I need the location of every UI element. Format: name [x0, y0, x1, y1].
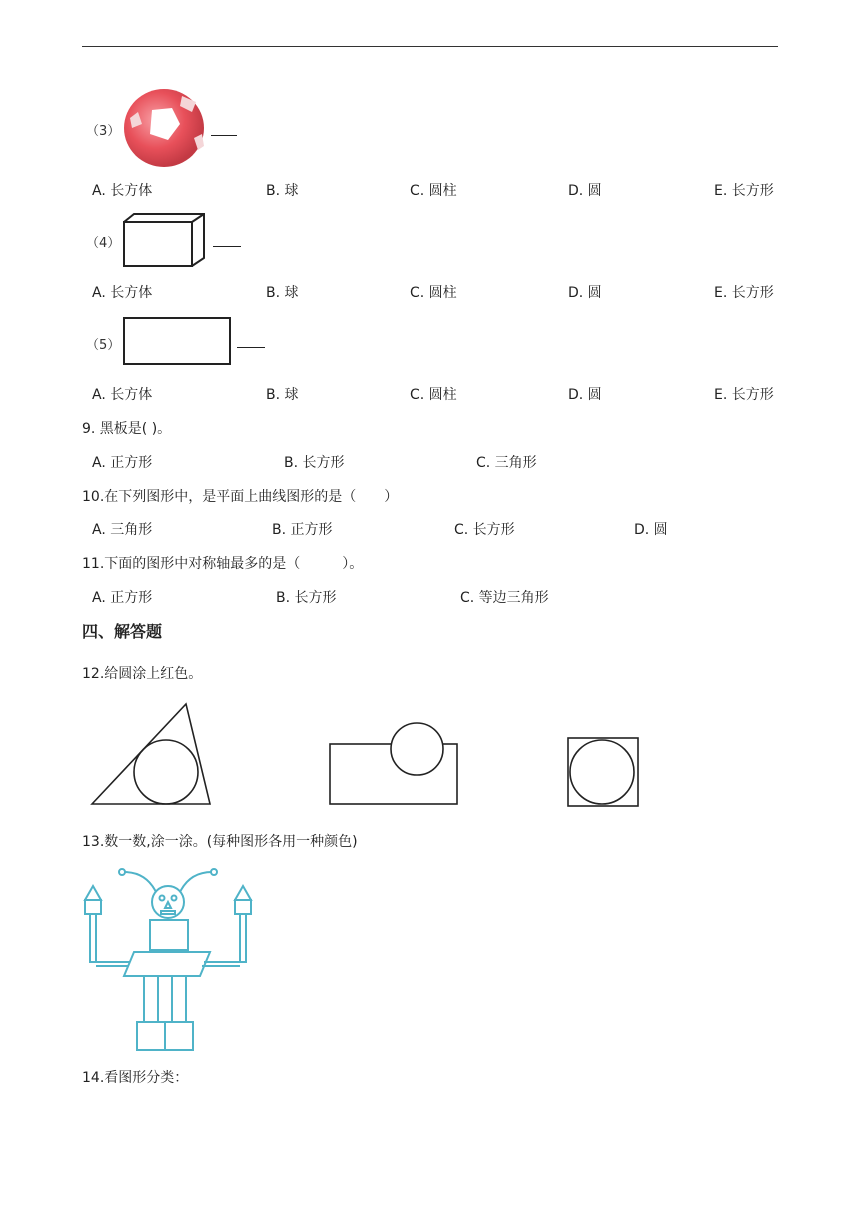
item-5-option-e[interactable]: E. 长方形 — [714, 387, 774, 403]
item-5-option-d[interactable]: D. 圆 — [568, 387, 602, 403]
item-5-option-c[interactable]: C. 圆柱 — [410, 387, 457, 403]
circle-on-rectangle[interactable] — [391, 723, 443, 775]
question-10-text: 10.在下列图形中，是平面上曲线图形的是（ ） — [82, 489, 399, 505]
question-13-text: 13.数一数,涂一涂。(每种图形各用一种颜色) — [82, 834, 358, 850]
item-5-number: （5） — [86, 338, 121, 353]
rectangle-with-circle-figure — [328, 720, 460, 808]
question-10-option-d[interactable]: D. 圆 — [634, 522, 668, 538]
question-11-option-a[interactable]: A. 正方形 — [92, 590, 153, 606]
question-9-text: 9. 黑板是( )。 — [82, 421, 172, 437]
item-3-option-b[interactable]: B. 球 — [266, 183, 299, 199]
question-10-option-a[interactable]: A. 三角形 — [92, 522, 153, 538]
section-4-heading: 四、解答题 — [82, 622, 163, 641]
question-9-option-b[interactable]: B. 长方形 — [284, 455, 345, 471]
cuboid-image — [122, 212, 208, 270]
item-3-answer-blank[interactable] — [211, 135, 237, 136]
question-14-text: 14.看图形分类： — [82, 1070, 189, 1086]
item-4-option-e[interactable]: E. 长方形 — [714, 285, 774, 301]
item-3-option-d[interactable]: D. 圆 — [568, 183, 602, 199]
item-5-option-a[interactable]: A. 长方体 — [92, 387, 153, 403]
triangle-with-circle-figure — [90, 702, 214, 808]
item-4-option-a[interactable]: A. 长方体 — [92, 285, 153, 301]
item-4-number: （4） — [86, 236, 121, 251]
question-10-option-b[interactable]: B. 正方形 — [272, 522, 333, 538]
square-with-circle-figure — [566, 736, 640, 808]
question-9-option-a[interactable]: A. 正方形 — [92, 455, 153, 471]
question-11-text: 11.下面的图形中对称轴最多的是（ ）。 — [82, 556, 364, 572]
item-4-answer-blank[interactable] — [213, 246, 241, 247]
question-12-text: 12.给圆涂上红色。 — [82, 666, 203, 682]
question-9-option-c[interactable]: C. 三角形 — [476, 455, 537, 471]
item-3-option-e[interactable]: E. 长方形 — [714, 183, 774, 199]
item-3-option-c[interactable]: C. 圆柱 — [410, 183, 457, 199]
header-rule — [82, 46, 778, 47]
question-11-option-c[interactable]: C. 等边三角形 — [460, 590, 549, 606]
rectangle-image — [122, 316, 234, 368]
circle-in-square[interactable] — [570, 740, 634, 804]
item-4-option-c[interactable]: C. 圆柱 — [410, 285, 457, 301]
item-5-option-b[interactable]: B. 球 — [266, 387, 299, 403]
item-4-option-d[interactable]: D. 圆 — [568, 285, 602, 301]
question-11-option-b[interactable]: B. 长方形 — [276, 590, 337, 606]
item-4-option-b[interactable]: B. 球 — [266, 285, 299, 301]
ball-image — [122, 88, 208, 170]
item-3-option-a[interactable]: A. 长方体 — [92, 183, 153, 199]
item-5-answer-blank[interactable] — [237, 347, 265, 348]
robot-figure — [84, 862, 256, 1054]
item-3-number: （3） — [86, 124, 121, 139]
question-10-option-c[interactable]: C. 长方形 — [454, 522, 515, 538]
circle-in-triangle[interactable] — [134, 740, 198, 804]
